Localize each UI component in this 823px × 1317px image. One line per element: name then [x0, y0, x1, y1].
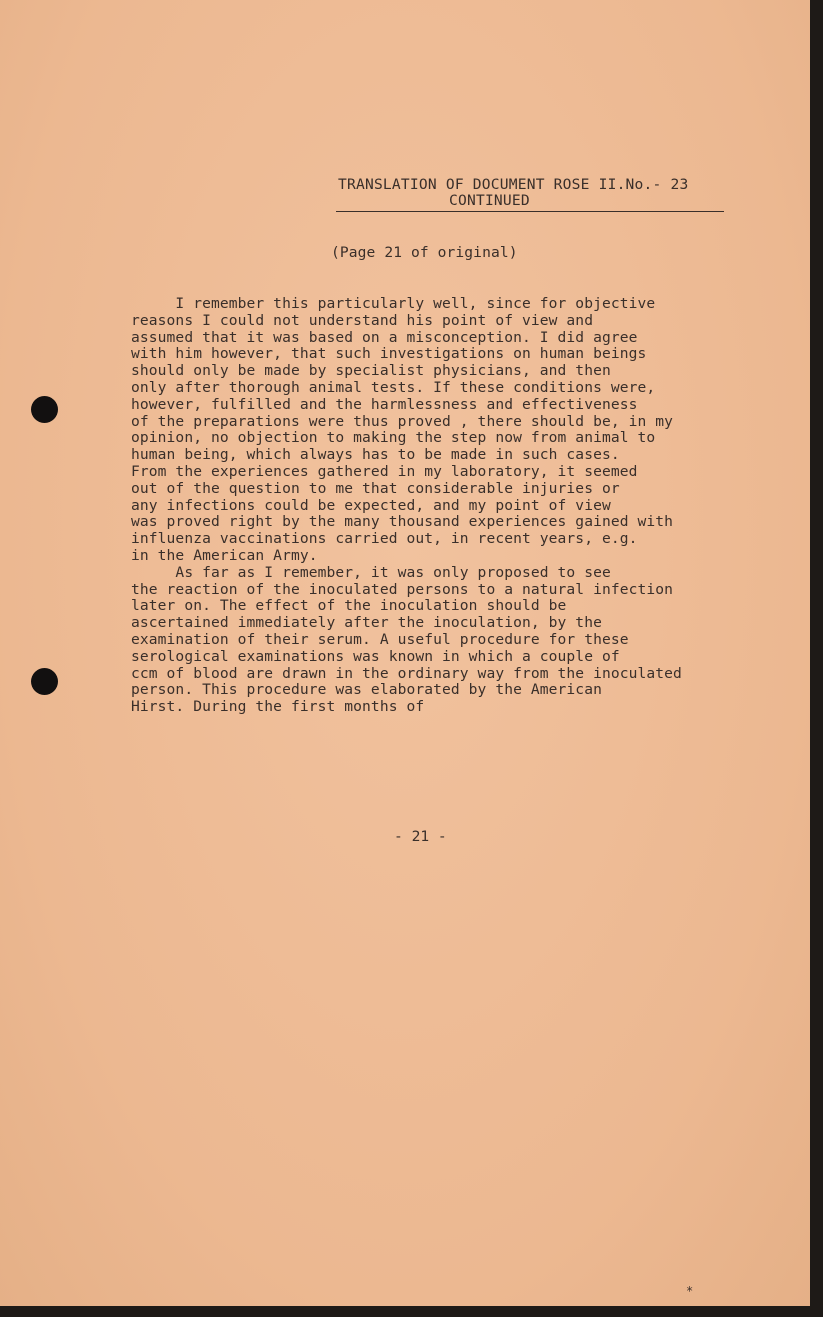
body-line: however, fulfilled and the harmlessness and effectiveness [131, 395, 638, 413]
body-line: the reaction of the inoculated persons to a natural infection [131, 580, 674, 598]
body-line: should only be made by specialist physicians, and then [131, 362, 611, 380]
punch-hole-lower [31, 668, 58, 695]
corner-mark: * [686, 1284, 694, 1298]
body-line: examination of their serum. A useful procedure for these [131, 630, 629, 648]
page-number: - 21 - [394, 828, 447, 845]
body-line: As far as I remember, it was only proposed to see [131, 563, 611, 581]
body-line: any infections could be expected, and my point of view [131, 496, 611, 514]
body-line: influenza vaccinations carried out, in recent years, e.g. [131, 530, 638, 548]
body-line: human being, which always has to be made in such cases. [131, 446, 620, 464]
document-title: TRANSLATION OF DOCUMENT ROSE II.No.- 23 [338, 176, 689, 193]
punch-hole-upper [31, 396, 58, 423]
title-underline [336, 211, 724, 212]
body-line: in the American Army. [131, 546, 318, 564]
body-line: assumed that it was based on a misconception. I did agree [131, 328, 638, 346]
scan-edge-right [810, 0, 823, 1317]
body-text [131, 296, 682, 716]
page-reference: (Page 21 of original) [331, 244, 518, 261]
body-line: ccm of blood are drawn in the ordinary way from the inoculated [131, 664, 682, 682]
body-line: serological examinations was known in which a couple of [131, 647, 620, 665]
document-subtitle: CONTINUED [449, 192, 530, 209]
body-line: out of the question to me that considerable injuries or [131, 479, 620, 497]
body-line: of the preparations were thus proved , there should be, in my [131, 412, 674, 430]
scan-edge-bottom [0, 1306, 823, 1317]
body-line: later on. The effect of the inoculation should be [131, 597, 567, 615]
body-line: I remember this particularly well, since for objective [131, 295, 656, 312]
body-line: with him however, that such investigations on human beings [131, 345, 647, 363]
body-line: opinion, no objection to making the step now from animal to [131, 429, 656, 447]
body-line: was proved right by the many thousand experiences gained with [131, 513, 674, 531]
body-line: From the experiences gathered in my laboratory, it seemed [131, 462, 638, 480]
body-line: reasons I could not understand his point of view and [131, 311, 594, 329]
body-line: only after thorough animal tests. If these conditions were, [131, 378, 656, 396]
body-line: ascertained immediately after the inoculation, by the [131, 614, 602, 632]
body-line: person. This procedure was elaborated by the American [131, 681, 602, 699]
body-line: Hirst. During the first months of [131, 698, 425, 716]
